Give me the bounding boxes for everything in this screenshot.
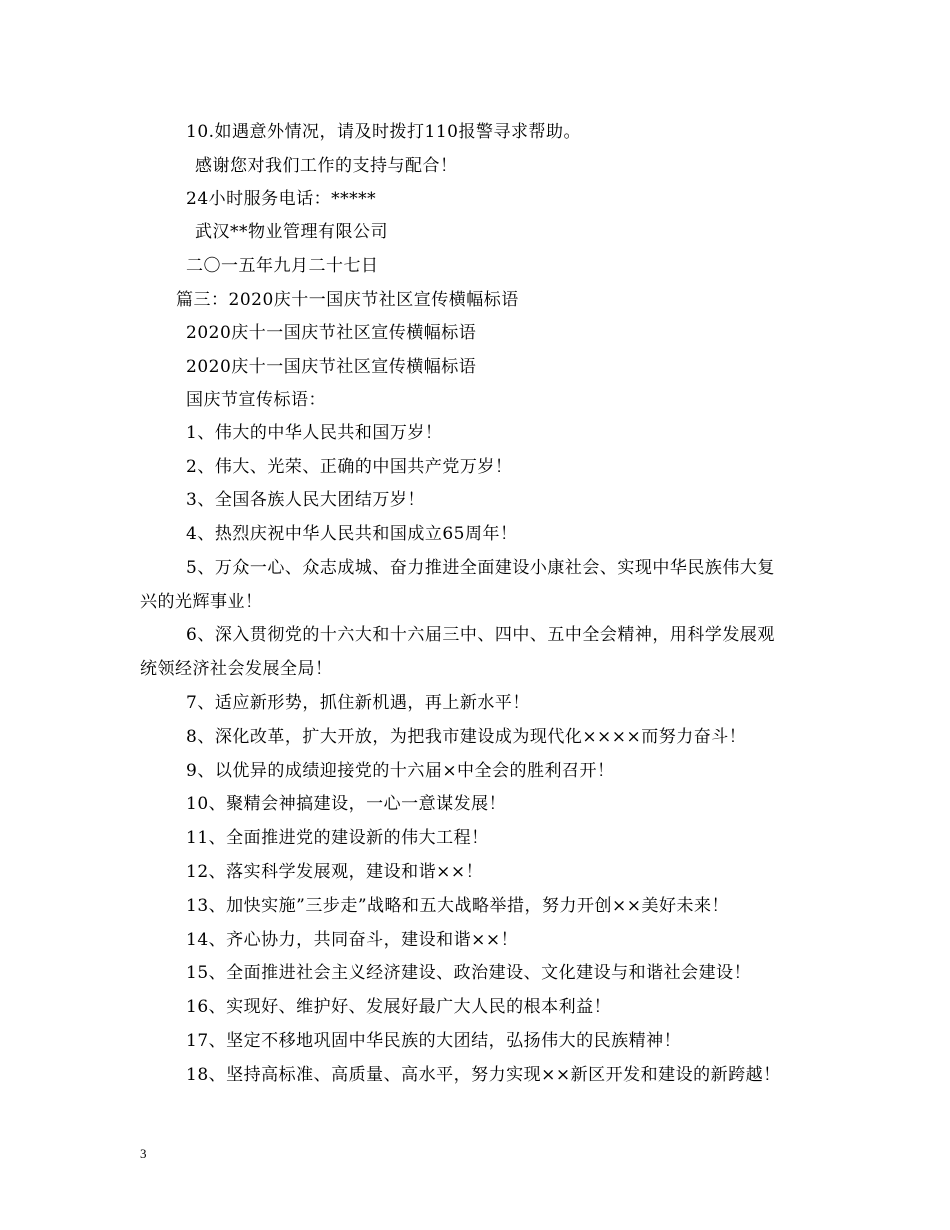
list-item: 7、适应新形势，抓住新机遇，再上新水平！ [186, 693, 530, 713]
list-item: 11、全面推进党的建设新的伟大工程！ [186, 828, 489, 848]
list-item: 18、坚持高标准、高质量、高水平，努力实现××新区开发和建设的新跨越！ [186, 1065, 781, 1085]
text-line: 武汉**物业管理有限公司 [195, 222, 388, 242]
list-item: 13、加快实施”三步走”战略和五大战略举措，努力开创××美好未来！ [186, 896, 730, 916]
text-line: 二〇一五年九月二十七日 [186, 256, 379, 276]
list-item: 3、全国各族人民大团结万岁！ [186, 490, 425, 510]
list-item: 5、万众一心、众志成城、奋力推进全面建设小康社会、实现中华民族伟大复 [186, 558, 775, 578]
list-item-continuation: 兴的光辉事业！ [140, 592, 263, 612]
text-line: 国庆节宣传标语： [186, 390, 326, 410]
list-item: 1、伟大的中华人民共和国万岁！ [186, 423, 443, 443]
section-heading: 篇三：2020庆十一国庆节社区宣传横幅标语 [176, 290, 519, 310]
list-item: 9、以优异的成绩迎接党的十六届×中全会的胜利召开！ [186, 761, 615, 781]
text-line: 24小时服务电话：***** [186, 189, 377, 209]
list-item: 16、实现好、维护好、发展好最广大人民的根本利益！ [186, 997, 612, 1017]
list-item: 14、齐心协力，共同奋斗，建设和谐××！ [186, 930, 519, 950]
list-item: 17、坚定不移地巩固中华民族的大团结，弘扬伟大的民族精神！ [186, 1031, 682, 1051]
list-item: 12、落实科学发展观，建设和谐××！ [186, 862, 484, 882]
list-item-continuation: 统领经济社会发展全局！ [140, 659, 333, 679]
page-number: 3 [140, 1146, 147, 1161]
list-item: 15、全面推进社会主义经济建设、政治建设、文化建设与和谐社会建设！ [186, 963, 752, 983]
list-item: 2、伟大、光荣、正确的中国共产党万岁！ [186, 457, 513, 477]
list-item: 8、深化改革，扩大开放，为把我市建设成为现代化××××而努力奋斗！ [186, 727, 747, 747]
list-item: 6、深入贯彻党的十六大和十六届三中、四中、五中全会精神，用科学发展观 [186, 625, 775, 645]
list-item: 10、聚精会神搞建设，一心一意谋发展！ [186, 794, 507, 814]
list-item: 4、热烈庆祝中华人民共和国成立65周年！ [186, 524, 518, 544]
text-line: 2020庆十一国庆节社区宣传横幅标语 [186, 357, 477, 377]
text-line: 2020庆十一国庆节社区宣传横幅标语 [186, 323, 477, 343]
text-line: 10.如遇意外情况，请及时拨打110报警寻求帮助。 [186, 122, 581, 142]
text-line: 感谢您对我们工作的支持与配合！ [195, 156, 458, 176]
